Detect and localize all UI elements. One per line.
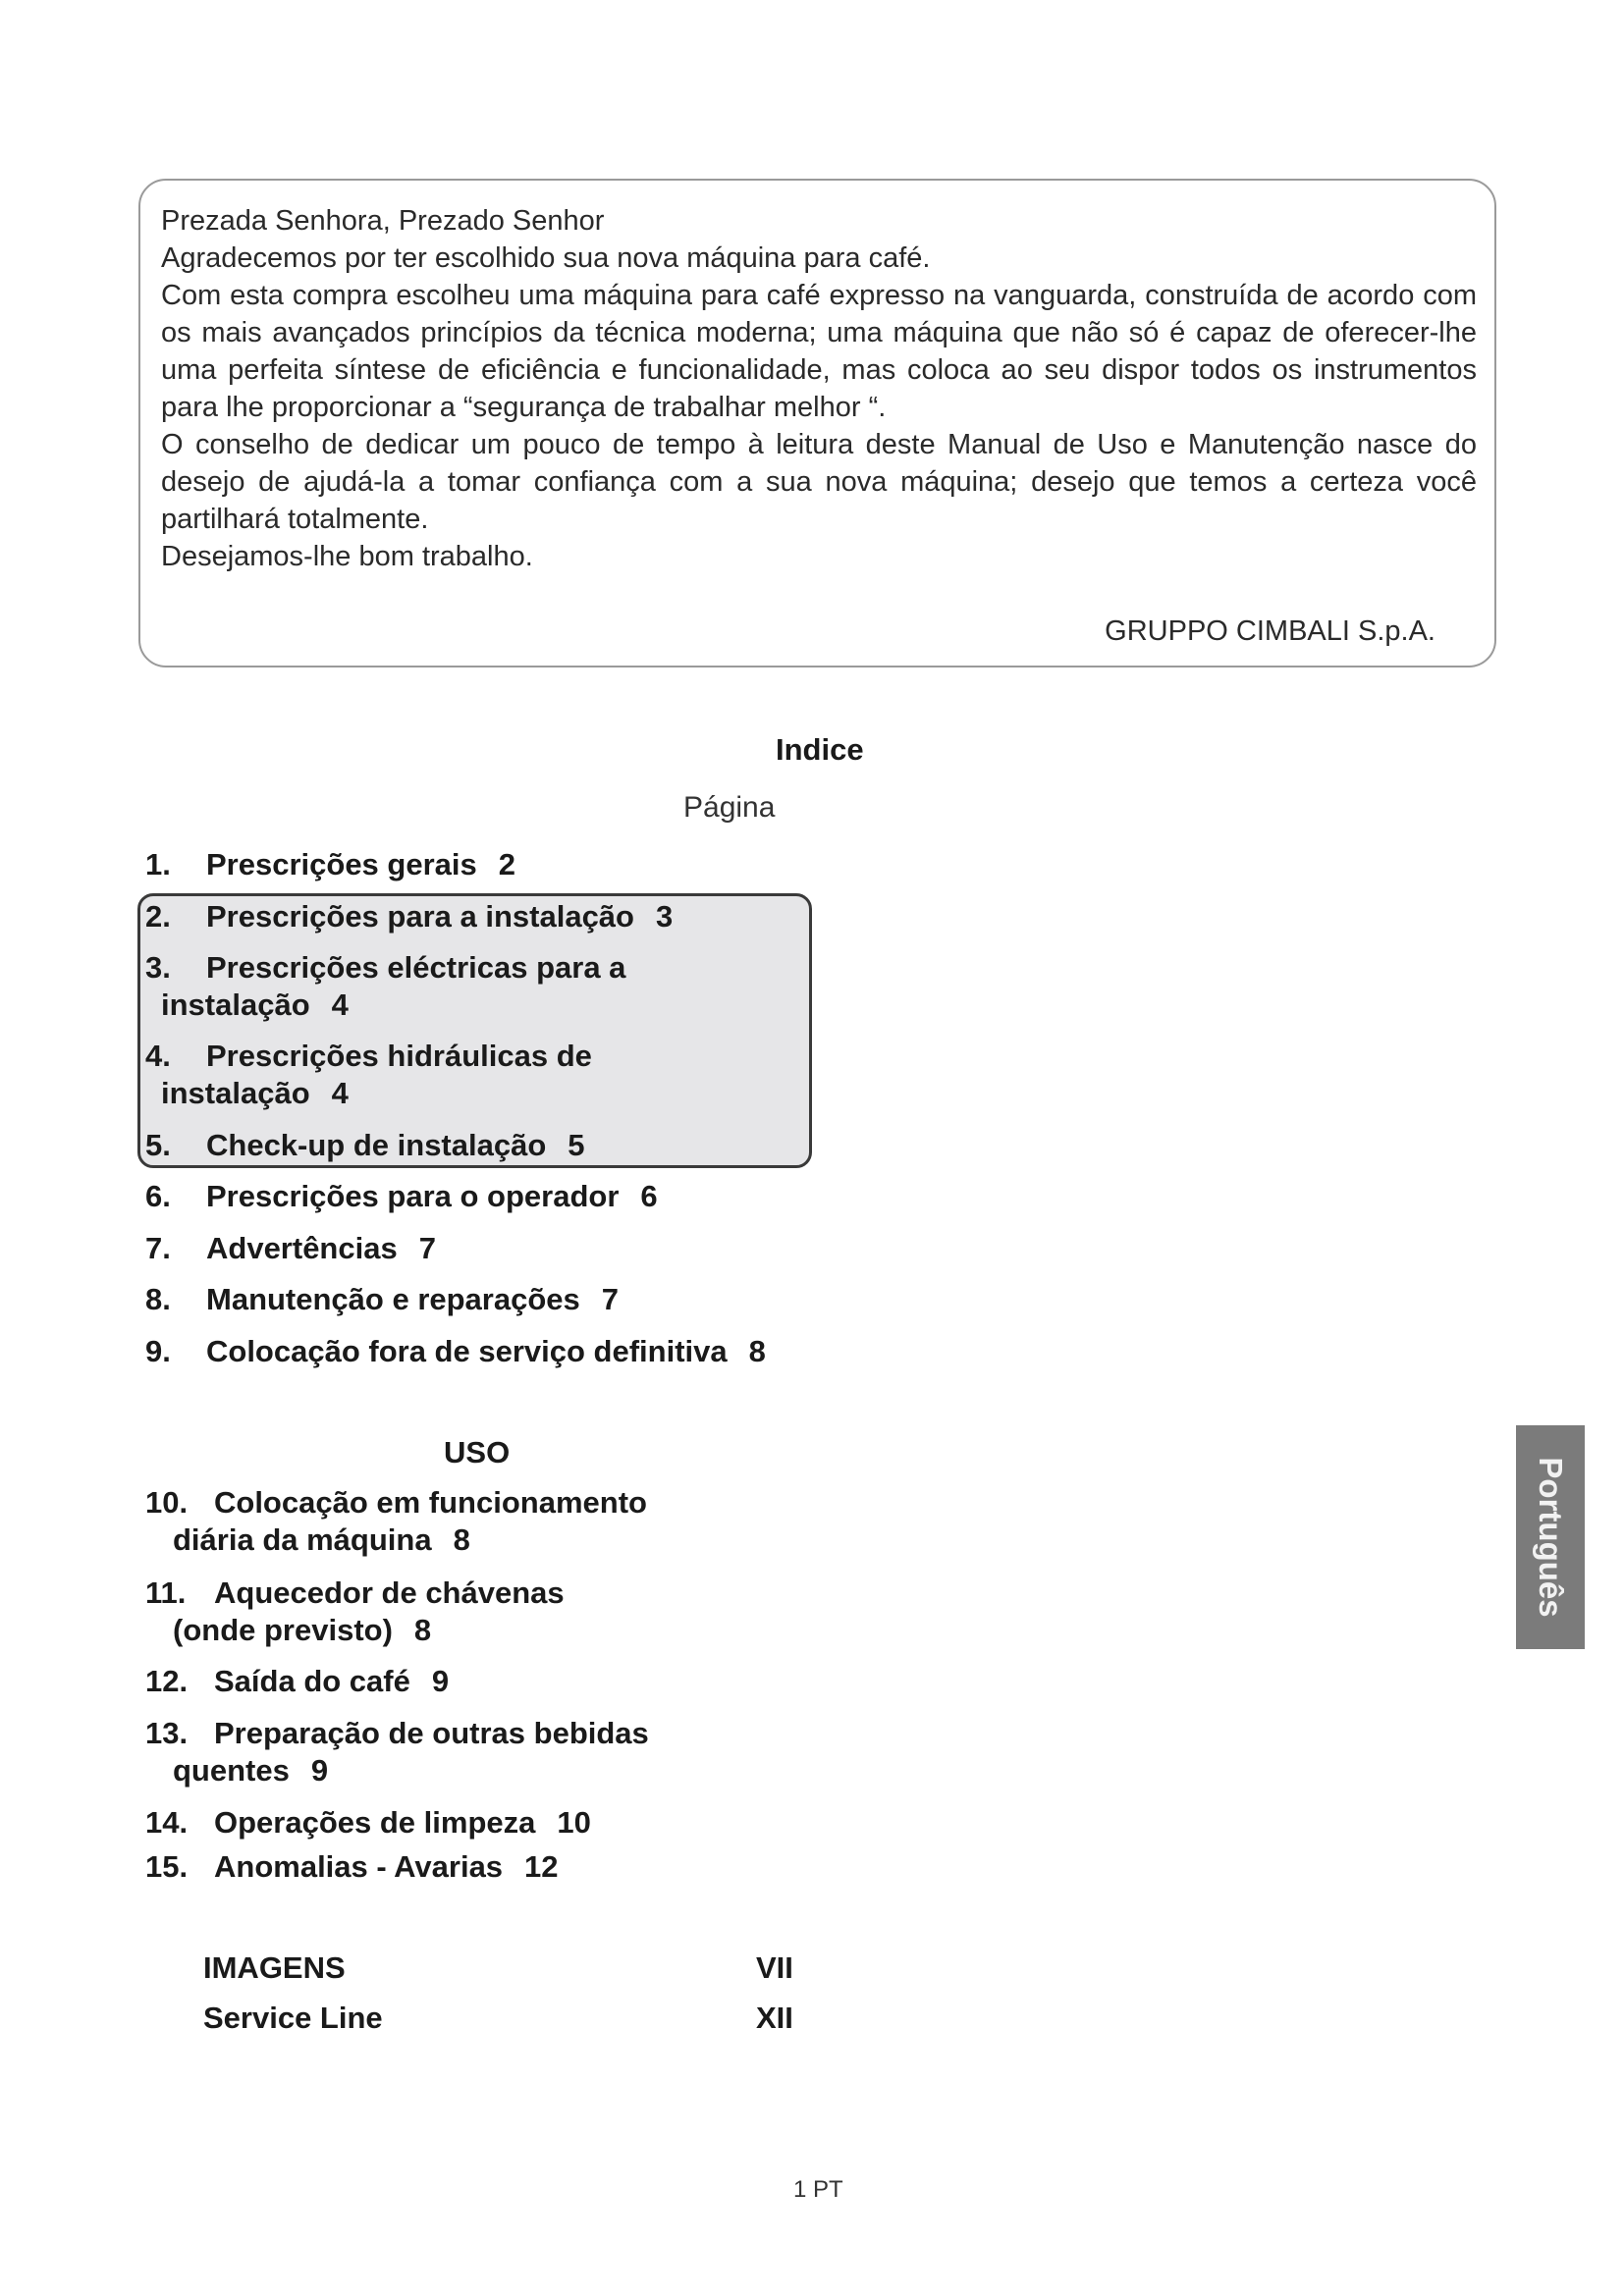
toc-text: Saída do café [214,1664,410,1698]
toc-page: 9 [431,1664,450,1698]
toc-number: 7. [145,1231,171,1265]
toc-text: Advertências [206,1231,398,1265]
toc-number: 12. [145,1664,189,1698]
imagens-label[interactable]: IMAGENS [203,1950,346,1985]
toc-text: Operações de limpeza [214,1805,536,1840]
toc-page: 8 [413,1613,432,1647]
toc-text-continued: (onde previsto) [173,1613,393,1647]
toc-text: Prescrições hidráulicas de [206,1039,592,1073]
toc-number: 1. [145,847,171,881]
toc-number: 4. [145,1039,171,1073]
toc-page: 6 [640,1179,658,1213]
toc-page: 5 [568,1128,585,1162]
toc-number: 2. [145,899,171,934]
toc-item[interactable] [145,1715,649,1789]
service-line-label[interactable]: Service Line [203,2001,383,2035]
toc-item[interactable] [145,1333,766,1370]
toc-page: 4 [331,988,349,1022]
toc-item[interactable] [145,1848,559,1886]
toc-number: 10. [145,1485,189,1520]
toc-page: 10 [557,1805,591,1840]
language-tab[interactable] [1516,1425,1585,1649]
index-title: Indice [776,732,864,767]
toc-page: 2 [498,847,515,881]
toc-text: Prescrições gerais [206,847,477,881]
toc-item[interactable] [145,1230,436,1267]
toc-item[interactable] [145,1663,449,1700]
toc-text: Preparação de outras bebidas [214,1716,649,1750]
toc-item[interactable] [145,1281,619,1318]
toc-page: 4 [331,1076,349,1110]
toc-page: 7 [601,1282,620,1316]
toc-item[interactable] [145,1127,585,1164]
toc-text: Check-up de instalação [206,1128,547,1162]
toc-item[interactable] [145,1038,592,1112]
toc-text: Prescrições para a instalação [206,899,634,934]
toc-page: 12 [524,1849,559,1884]
toc-number: 8. [145,1282,171,1316]
toc-text-continued: diária da máquina [173,1522,432,1557]
letter-signature: GRUPPO CIMBALI S.p.A. [1105,615,1435,647]
toc-number: 3. [145,950,171,985]
toc-page: 9 [310,1753,329,1788]
toc-text: Aquecedor de chávenas [214,1575,565,1610]
toc-number: 14. [145,1805,189,1840]
toc-item[interactable] [145,949,625,1024]
toc-number: 11. [145,1575,187,1610]
page-number: 1 PT [793,2176,843,2203]
toc-text-continued: instalação [161,1076,310,1110]
uso-heading: USO [444,1435,511,1469]
toc-page: 8 [453,1522,470,1557]
index-page-label: Página [683,791,776,824]
letter-paragraph-2: O conselho de dedicar um pouco de tempo à leitura deste Manual de Uso e Manutenção nasce do desejo de ajudá-la a tomar confiança com a sua nova máquina; desejo que temos a certeza você partilhará totalmente. [161,429,1477,535]
toc-page: 8 [748,1334,766,1368]
letter-thanks: Agradecemos por ter escolhido sua nova máquina para café. [161,242,931,274]
toc-number: 9. [145,1334,171,1368]
toc-item[interactable] [145,1575,565,1649]
toc-text: Colocação em funcionamento [214,1485,647,1520]
language-tab-label: Português [1533,1457,1569,1618]
toc-number: 5. [145,1128,171,1162]
toc-text: Prescrições para o operador [206,1179,620,1213]
toc-page: 7 [418,1231,436,1265]
toc-text-continued: quentes [173,1753,290,1788]
toc-text: Anomalias - Avarias [214,1849,504,1884]
toc-page: 3 [655,899,674,934]
service-line-page: XII [756,2001,793,2035]
toc-number: 13. [145,1716,189,1750]
toc-text: Prescrições eléctricas para a [206,950,626,985]
toc-item[interactable] [145,846,515,883]
toc-text-continued: instalação [161,988,310,1022]
toc-text: Manutenção e reparações [206,1282,580,1316]
toc-number: 6. [145,1179,171,1213]
toc-item[interactable] [145,1804,591,1842]
letter-paragraph-1: Com esta compra escolheu uma máquina para café expresso na vanguarda, construída de acordo com os mais avançados princípios da técnica moderna; uma máquina que não só é capaz de oferecer-lhe uma perfeita síntese de eficiência e funcionalidade, mas coloca ao seu dispor todos os instrumentos para lhe proporcionar a “segurança de trabalhar melhor “. [161,280,1477,423]
toc-item[interactable] [145,1484,647,1559]
toc-number: 15. [145,1849,189,1884]
toc-item[interactable] [145,898,673,935]
toc-item[interactable] [145,1178,658,1215]
letter-greeting: Prezada Senhora, Prezado Senhor [161,205,605,237]
letter-closing: Desejamos-lhe bom trabalho. [161,541,533,572]
imagens-page: VII [756,1950,793,1985]
toc-text: Colocação fora de serviço definitiva [206,1334,728,1368]
